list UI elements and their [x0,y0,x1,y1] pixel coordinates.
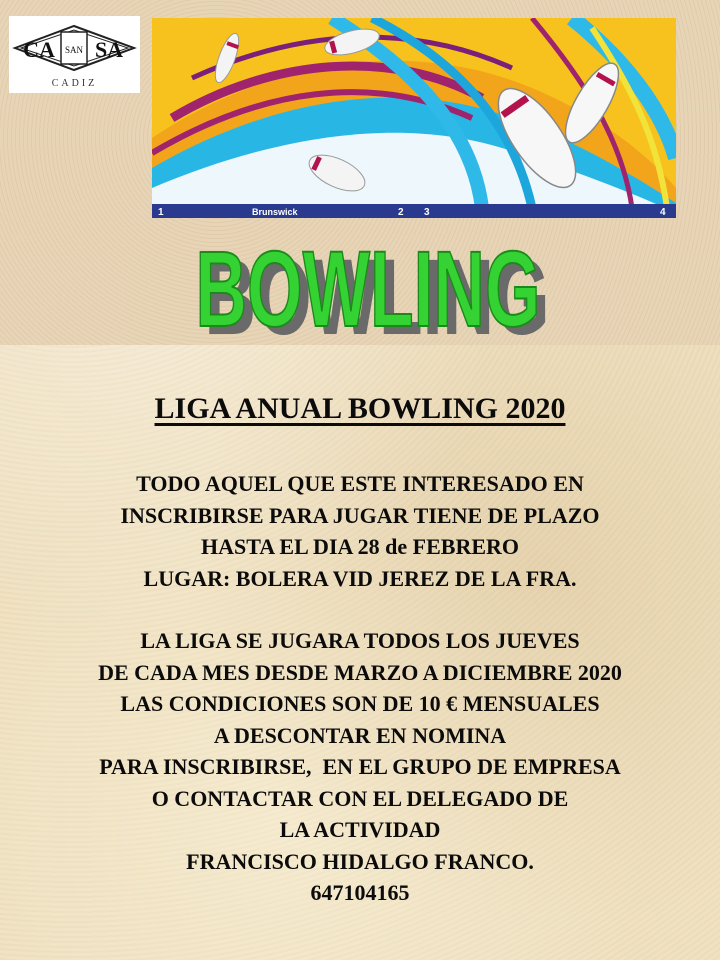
text-line: PARA INSCRIBIRSE, EN EL GRUPO DE EMPRESA [99,754,621,779]
bowling-word: BOWLING [195,228,541,347]
text-line: A DESCONTAR EN NOMINA [213,722,507,748]
text-line: DE CADA MES DESDE MARZO A DICIEMBRE 2020 [98,659,622,685]
lane-number-1: 1 [158,207,164,218]
text-line: LA LIGA SE JUGARA TODOS LOS JUEVES [140,628,580,653]
logo-small-text: SAN [64,45,84,55]
logo-right-text: SA [94,37,124,62]
lane-number-2: 2 [398,207,404,218]
text-line: HASTA EL DIA 28 de FEBRERO [200,534,520,559]
text-line: INSCRIBIRSE PARA JUGAR TIENE DE PLAZO [120,502,600,528]
contact-name: FRANCISCO HIDALGO FRANCO. [186,848,534,874]
lane-brand: Brunswick [252,207,298,217]
logo-left-text: CA [23,37,55,62]
bowling-word-shadow: BOWLING [204,236,550,347]
text-line: TODO AQUEL QUE ESTE INTERESADO EN [136,471,584,496]
page-title: LIGA ANUAL BOWLING 2020 [154,392,566,425]
logo-city: CADIZ [51,78,98,89]
bowling-banner-illustration [152,18,676,218]
league-details-paragraph [0,625,720,909]
text-line: LA ACTIVIDAD [279,817,441,842]
contact-phone: 647104165 [310,880,410,905]
lane-number-4: 4 [660,207,666,218]
lane-number-3: 3 [424,207,430,218]
text-line: LAS CONDICIONES SON DE 10 € MENSUALES [120,691,600,716]
casa-logo [9,16,140,93]
flyer-content [0,380,720,909]
text-line: LUGAR: BOLERA VID JEREZ DE LA FRA. [143,565,577,591]
registration-paragraph [0,468,720,594]
bowling-heading-graphic [186,222,556,347]
text-line: O CONTACTAR CON EL DELEGADO DE [151,785,569,811]
